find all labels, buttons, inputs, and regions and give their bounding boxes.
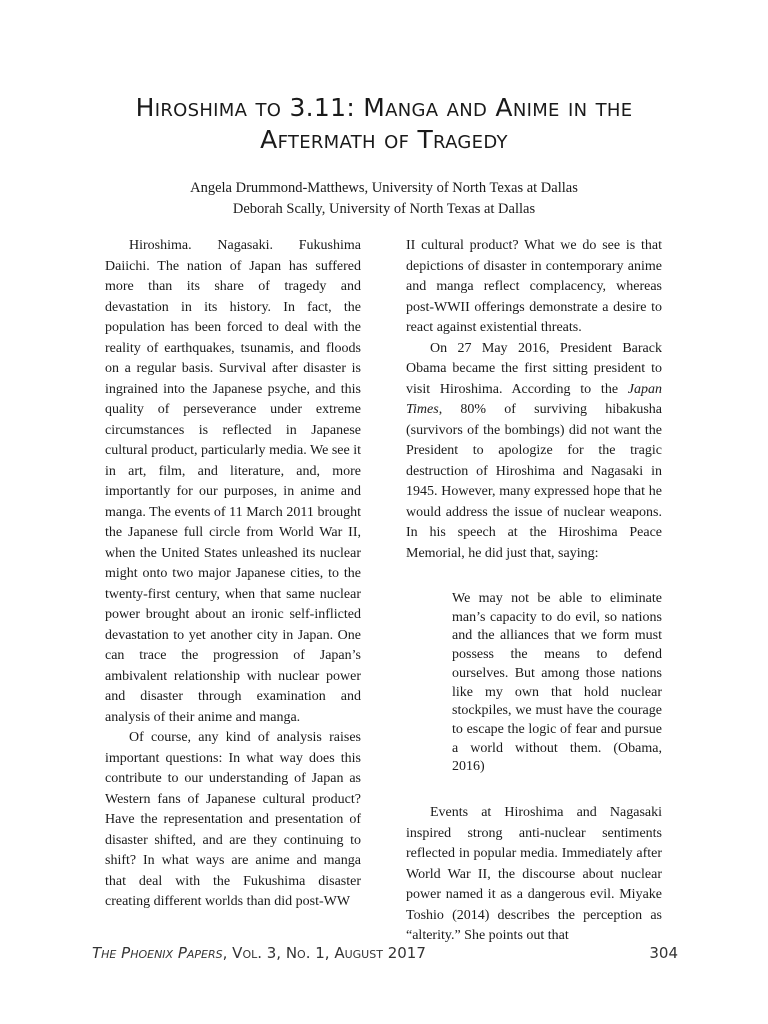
right-column bbox=[406, 236, 662, 947]
title-line-1: Hiroshima to 3.11: Manga and Anime in the bbox=[135, 93, 633, 122]
left-paragraph-2: Of course, any kind of analysis raises important questions: In what way does this contribute to our understanding of Japan as Western fans of Japanese cultural product? Have the representation and presentation of disaster shifted, and are they continuing to shift? In what ways are anime and manga that deal with the Fukushima disaster creating different worlds than did post-WW bbox=[105, 730, 361, 909]
page-footer bbox=[92, 944, 678, 962]
right-paragraph-2 bbox=[406, 339, 662, 565]
journal-name: The Phoenix Papers bbox=[92, 944, 223, 962]
article-title bbox=[60, 92, 708, 156]
title-line-2: Aftermath of Tragedy bbox=[260, 125, 508, 154]
page-number: 304 bbox=[649, 944, 678, 962]
author-1: Angela Drummond-Matthews, University of North Texas at Dallas bbox=[190, 180, 578, 196]
author-list bbox=[60, 178, 708, 220]
p2-text-before: On 27 May 2016, President Barack Obama became the first sitting president to visit Hiroshima. According to the bbox=[406, 340, 662, 397]
left-paragraph-1: Hiroshima. Nagasaki. Fukushima Daiichi. The nation of Japan has suffered more than its share of tragedy and devastation in its history. In fact, the population has been forced to deal with the reality of earthquakes, tsunamis, and floods on a regular basis. Survival after disaster is ingrained into the Japanese psyche, and this quality of perseverance under extreme circumstances is reflected in Japanese cultural product, particularly media. We see it in art, film, and literature, and, more importantly for our purposes, in anime and manga. The events of 11 March 2011 brought the Japanese full circle from World War II, when the United States unleashed its nuclear might onto two major Japanese cities, to the twenty-first century, when that same nuclear power brought about an ironic self-inflicted devastation to yet another city in Japan. One can trace the progression of Japan’s ambivalent relationship with nuclear power and disaster through examination and analysis of their anime and manga. bbox=[105, 238, 361, 725]
left-column bbox=[105, 236, 361, 913]
right-paragraph-1: II cultural product? What we do see is that depictions of disaster in contemporary anime and manga reflect complacency, whereas post-WWII offerings demonstrate a desire to react against existential threats. bbox=[406, 238, 662, 335]
p2-text-after: , 80% of surviving hibakusha (survivors of the bombings) did not want the President to apologize for the tragic destruction of Hiroshima and Nagasaki in 1945. However, many expressed hope that he would address the issue of nuclear weapons. In his speech at the Hiroshima Peace Memorial, he did just that, saying: bbox=[406, 402, 662, 561]
author-2: Deborah Scally, University of North Texas at Dallas bbox=[232, 201, 536, 217]
block-quote: We may not be able to eliminate man’s capacity to do evil, so nations and the alliances that we form must possess the means to defend ourselves. But among those nations like my own that hold nuclear stockpiles, we must have the courage to escape the logic of fear and pursue a world without them. (Obama, 2016) bbox=[452, 591, 662, 775]
journal-issue-info: , Vol. 3, No. 1, August 2017 bbox=[222, 944, 426, 962]
p2-italic-source: Japan Times bbox=[406, 381, 662, 417]
right-paragraph-3: Events at Hiroshima and Nagasaki inspired strong anti-nuclear sentiments reflected in popular media. Immediately after World War II, the discourse about nuclear power named it as a dangerous evil. Miyake Toshio (2014) describes the perception as “alterity.” She points out that bbox=[406, 805, 662, 944]
